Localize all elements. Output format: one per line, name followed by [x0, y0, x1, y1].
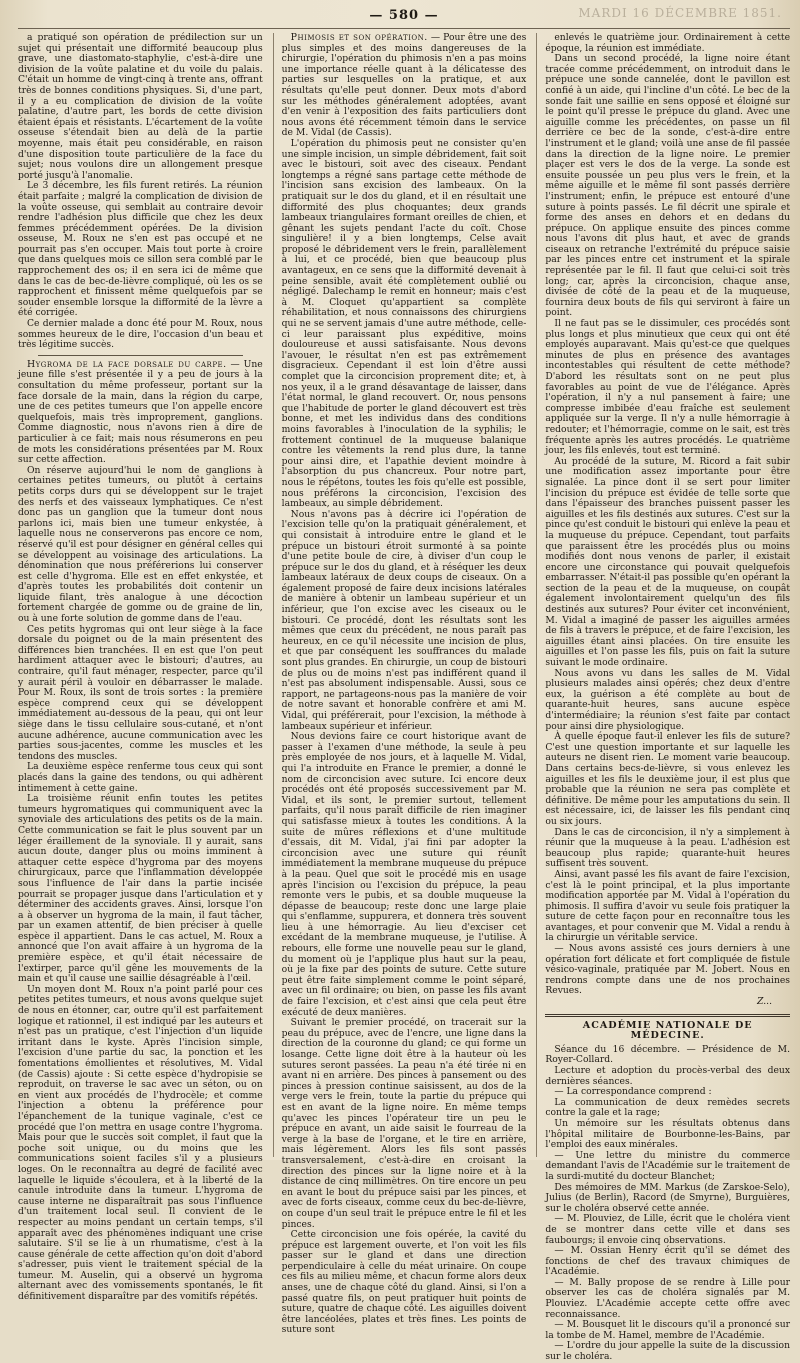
- paragraph: enlevés le quatrième jour. Ordinairement à cette époque, la réunion est immédiate.: [545, 32, 791, 54]
- paragraph: — M. Bally propose de se rendre à Lille pour observer les cas de choléra signalés par M. Plouviez. L'Académie accepte cette offre avec reconnaissance.: [545, 1276, 791, 1320]
- bleed-through-header: MARDI 16 DÉCEMBRE 1851.: [578, 6, 782, 20]
- paragraph: — M. Bousquet lit le discours qu'il a prononcé sur la tombe de M. Hamel, membre de l'Académie.: [545, 1319, 791, 1341]
- paragraph: À quelle époque faut-il enlever les fils de suture? C'est une question importante et sur laquelle les auteurs ne disent rien. Le moment varie beaucoup. Dans certains becs-de-lièvre, si vous enlevez les aiguilles et les fils le deuxième jour, il est plus que probable que la réunion ne sera pas complète et définitive. De même pour les amputations du sein. Il est nécessaire, ici, de laisser les fils pendant cinq ou six jours.: [545, 731, 791, 827]
- paragraph: Suivant le premier procédé, on tracerait sur la peau du prépuce, avec de l'encre, une ligne dans la direction de la couronne du gland; ce qui forme un losange. Cette ligne doit être à la hauteur où les sutures seront passées. La peau n'a été tirée ni en avant ni en arrière. Des pinces à pansement ou des pinces à pression continue saisissent, au dos de la verge vers le frein, toute la partie du prépuce qui est en avant de la ligne noire. En même temps qu'avec les pinces l'opérateur tire un peu le prépuce en avant, un aide saisit le fourreau de la verge à la base de l'organe, et le tire en arrière, mais légèrement. Alors les fils sont passés transversalement, c'est-à-dire en croisant la direction des pinces sur la ligne noire et à la distance de cinq millimètres. On tire encore un peu en avant le bout du prépuce saisi par les pinces, et avec de forts ciseaux, comme ceux du bec-de-lièvre, on coupe d'un seul trait le prépuce entre le fil et les pinces.: [281, 1017, 527, 1230]
- section-double-divider: [545, 1014, 790, 1017]
- paragraph: La troisième réunit enfin toutes les petites tumeurs hygromatiques qui communiquent avec la synoviale des articulations des petits os de la main. Cette communication se fait le plus souvent par un léger éraillement de la synoviale. Il y aurait, sans aucun doute, danger plus ou moins imminent à attaquer cette espèce d'hygroma par des moyens chirurgicaux, parce que l'inflammation développée sous l'influence de l'air dans la partie incisée pourrait se propager jusque dans l'articulation et y déterminer des accidents graves. Ainsi, lorsque l'on a à observer un hygroma de la main, il faut tâcher, par un examen attentif, de bien préciser à quelle espèce il appartient. Dans le cas actuel, M. Roux a annoncé que l'on avait affaire à un hygroma de la première espèce, et qu'il était nécessaire de l'extirper, parce qu'il gêne les mouvements de la main et qu'il cause une saillie désagréable à l'œil.: [18, 793, 263, 985]
- paragraph: Cette circoncision une fois opérée, la cavité du prépuce est largement ouverte, et l'on voit les fils passer sur le gland et dans une direction perpendiculaire à celle du méat urinaire. On coupe ces fils au milieu même, et chacun forme alors deux anses, une de chaque côté du gland. Ainsi, si l'on a passé quatre fils, on peut pratiquer huit points de suture, quatre de chaque côté. Les aiguilles doivent être lancéolées, plates et très fines. Les points de suture sont: [281, 1229, 527, 1336]
- paragraph: a pratiqué son opération de prédilection sur un sujet qui présentait une difformité beaucoup plus grave, une diastomato-staphylie, c'est-à-dire une division de la voûte palatine et du voile du palais. C'était un homme de vingt-cinq à trente ans, offrant très de bonnes conditions physiques. Si, d'une part, il y a eu complication de division de la voûte palatine, d'autre part, les bords de cette division étaient épais et résistants. L'écartement de la voûte osseuse s'étendait bien au delà de la partie moyenne, mais était peu considérable, en raison d'une disposition toute particulière de la face du sujet; nous voulons dire un allongement presque porté jusqu'à l'anomalie.: [18, 32, 263, 181]
- paragraph: Au procédé de la suture, M. Ricord a fait subir une modification assez importante pour être signalée. La pince dont il se sert pour limiter l'incision du prépuce est évidée de telle sorte que dans l'épaisseur des branches puissent passer les aiguilles et les fils destinés aux sutures. C'est sur la pince qu'est conduit le bistouri qui enlève la peau et la muqueuse du prépuce. Cependant, tout parfaits que paraissent être les procédés plus ou moins modifiés dont nous venons de parler, il existait encore une circonstance qui pouvait quelquefois embarrasser. N'était-il pas possible qu'en opérant la section de la peau et de la muqueuse, on coupât également involontairement quelqu'un des fils destinés aux sutures? Pour éviter cet inconvénient, M. Vidal a imaginé de passer les aiguilles armées de fils à travers le prépuce, et de faire l'excision, les aiguilles étant ainsi placées. On tire ensuite les aiguilles et l'on passe les fils, puis on fait la suture suivant le mode ordinaire.: [545, 455, 791, 669]
- author-signature: Z...: [757, 996, 773, 1008]
- paragraph: Dans le cas de circoncision, il n'y a simplement à réunir que la muqueuse à la peau. L'adhésion est beaucoup plus rapide; quarante-huit heures suffisent très souvent.: [545, 826, 791, 870]
- column-1: [18, 32, 263, 1303]
- section-divider: [38, 355, 243, 356]
- article-columns: [18, 32, 791, 1363]
- paragraph: Ce dernier malade a donc été pour M. Roux, nous sommes heureux de le dire, l'occasion d'un beau et très légitime succès.: [18, 318, 263, 351]
- paragraph: Un moyen dont M. Roux n'a point parlé pour ces petites petites tumeurs, et nous avons quelque sujet de nous en étonner, car, outre qu'il est parfaitement logique et rationnel, il est indiqué par les auteurs et n'est pas un pratique, c'est l'injection d'un liquide irritant dans le kyste. Après l'incision simple, l'excision d'une partie du sac, la ponction et les fomentations émollientes et résolutives, M. Vidal (de Cassis) ajoute : Si cette espèce d'hydropisie se reproduit, on traverse le sac avec un séton, ou on en vient aux procédés de l'hydrocèle; et comme l'injection a obtenu la préférence pour l'épanchement de la tunique vaginale, c'est ce procédé que l'on mettra en usage contre l'hygroma. Mais pour que le succès soit complet, il faut que la poche soit unique, ou du moins que les communications soient faciles s'il y a plusieurs loges. On le reconnaîtra au degré de facilité avec laquelle le liquide s'écoulera, et à la liberté de la canule introduite dans la tumeur. L'hygroma de cause interne ne disparaîtrait pas sous l'influence d'un traitement local seul. Il convient de le respecter au moins pendant un certain temps, s'il apparaît avec des phénomènes indiquant une crise salutaire. S'il se lie à un rhumatisme, c'est à la cause générale de cette affection qu'on doit d'abord s'adresser, puis vient le traitement spécial de la tumeur. M. Auselin, qui a observé un hygroma alternant avec des vomissements spontanés, le fit définitivement disparaître par des vomitifs répétés.: [18, 983, 263, 1303]
- paragraph: — M. Ossian Henry écrit qu'il se démet des fonctions de chef des travaux chimiques de l'Académie.: [545, 1245, 791, 1278]
- section-title: Phimosis et son opération.: [290, 32, 428, 43]
- paragraph: On réserve aujourd'hui le nom de ganglions à certaines petites tumeurs, ou plutôt à certains petits corps durs qui se développent sur le trajet des nerfs et des vaisseaux lymphatiques. Ce n'est donc pas un ganglion que la tumeur dont nous parlons ici, mais bien une tumeur enkystée, à laquelle nous ne conserverons pas encore ce nom, réservé qu'il est pour désigner en général celles qui se développent au voisinage des articulations. La dénomination que nous préférerions lui conserver est celle d'hygroma. Elle est en effet enkystée, et d'après toutes les probabilités doit contenir un liquide filant, très analogue à une décoction fortement chargée de gomme ou de graine de lin, ou à une forte solution de gomme dans de l'eau.: [18, 464, 263, 625]
- seance-line: Séance du 16 décembre. — Présidence de M. Royer-Collard.: [545, 1043, 791, 1066]
- paragraph: L'opération du phimosis peut ne consister qu'en une simple incision, un simple débridement, fait soit avec le bistouri, soit avec des ciseaux. Pendant longtemps a régné sans partage cette méthode de l'incision sans excision des lambeaux. On la pratiquait sur le dos du gland, et il en résultait une difformité des plus choquantes; deux grands lambeaux triangulaires formant oreilles de chien, et gênant les sujets pendant l'acte du coït. Chose singulière! il y a bien longtemps, Celse avait proposé le débridement vers le frein, parallèlement à lui, et ce procédé, bien que beaucoup plus avantageux, en ce sens que la difformité devenait à peine sensible, avait été complètement oublié ou négligé. Dalechamp le remit en honneur; mais c'est à M. Cloquet qu'appartient sa complète réhabilitation, et nous connaissons des chirurgiens qui ne se servent jamais d'une autre méthode, celle-ci leur paraissant plus expéditive, moins douloureuse et aussi satisfaisante. Nous devons l'avouer, le résultat n'en est pas extrêmement disgracieux. Cependant il est loin d'être aussi complet que la circoncision proprement dite; et, à nos yeux, il a le grand désavantage de laisser, dans l'état normal, le gland recouvert. Or, nous pensons que l'habitude de porter le gland découvert est très bonne, et met les individus dans des conditions moins favorables à l'inoculation de la syphilis; le frottement continuel de la muqueuse balanique contre les vêtements la rend plus dure, la tanne pour ainsi dire, et l'apathie devient moindre à l'absorption du pus chancreux. Pour notre part, nous le répétons, toutes les fois qu'elle est possible, nous préférons la circoncision, l'excision des lambeaux, au simple débridement.: [281, 137, 527, 510]
- paragraph: Dans un second procédé, la ligne noire étant tracée comme précédemment, on introduit dans le prépuce une sonde cannelée, dont le pavillon est confié à un aide, qui l'incline d'un côté. Le bec de la sonde fait une saillie en sens opposé et éloigné sur le point qu'il presse le prépuce du gland. Avec une aiguille comme les précédentes, on passe un fil derrière ce bec de la sonde, c'est-à-dire entre l'instrument et le gland; voilà une anse de fil passée dans la direction de la ligne noire. Le premier plaçer est vers le dos de la verge. La sonde est ensuite poussée un peu plus vers le frein, et la même aiguille et le même fil sont passés derrière l'instrument; enfin, le prépuce est entouré d'une suture à points passés. Le fil décrit une spirale et forme des anses en dehors et en dedans du prépuce. On applique ensuite des pinces comme nous l'avons dit plus haut, et avec de grands ciseaux on retranche l'extrémité du prépuce saisie par les pinces entre cet instrument et la spirale représentée par le fil. Il faut que celui-ci soit très long; car, après la circoncision, chaque anse, divisée de côté de la peau et de la muqueuse, fournira deux bouts de fils qui serviront à faire un point.: [545, 53, 791, 319]
- academy-heading: ACADÉMIE NATIONALE DE MÉDECINE.: [582, 1019, 753, 1042]
- section-phimosis: Phimosis et son opération. — Pour être une des plus simples et des moins dangereuses de la chirurgie, l'opération du phimosis n'en a pas moins une importance réelle quant à la délicatesse des parties sur lesquelles on la pratique, et aux résultats qu'elle peut donner. Deux mots d'abord sur les méthodes généralement adoptées, avant d'en venir à l'exposition des faits particuliers dont nous avons été récemment témoin dans le service de M. Vidal (de Cassis).: [281, 32, 527, 139]
- paragraph: Lecture et adoption du procès-verbal des deux dernières séances.: [545, 1065, 791, 1087]
- paragraph: Nous n'avons pas à décrire ici l'opération de l'excision telle qu'on la pratiquait généralement, et qui consistait à introduire entre le gland et le prépuce un bistouri étroit surmonté à sa pointe d'une petite boule de cire, à diviser d'un coup le prépuce sur le dos du gland, et à réséquer les deux lambeaux latéraux de deux coups de ciseaux. On a également proposé de faire deux incisions latérales de manière à obtenir un lambeau supérieur et un inférieur, que l'on excise avec les ciseaux ou le bistouri. Ce procédé, dont les résultats sont les mêmes que ceux du précédent, ne nous paraît pas heureux, en ce qu'il nécessite une incision de plus, et que par conséquent les souffrances du malade sont plus grandes. En chirurgie, un coup de bistouri de plus ou de moins n'est pas indifférent quand il n'est pas absolument indispensable. Aussi, sous ce rapport, ne partageons-nous pas la manière de voir de notre savant et honorable confrère et ami M. Vidal, qui préférerait, pour l'excision, la méthode à lambeaux supérieur et inférieur.: [281, 508, 527, 732]
- paragraph: — M. Plouviez, de Lille, écrit que le choléra vient de se montrer dans cette ville et dans ses faubourgs; il envoie cinq observations.: [545, 1213, 791, 1246]
- paragraph: — Une lettre du ministre du commerce demandant l'avis de l'Académie sur le traitement de la surdi-mutité du docteur Blanchet;: [545, 1149, 791, 1182]
- paragraph: Il ne faut pas se le dissimuler, ces procédés sont plus longs et plus minutieux que ceux qui ont été employés auparavant. Mais qu'est-ce que quelques minutes de plus en présence des avantages incontestables qui résultent de cette méthode? D'abord les résultats sont on ne peut plus favorables au point de vue de l'élégance. Après l'opération, il n'y a nul pansement à faire; une compresse imbibée d'eau fraîche est seulement appliquée sur la verge. Il n'y a nulle hémorragie à redouter; et l'hémorragie, comme on le sait, est très fréquente après les autres procédés. Le quatrième jour, les fils enlevés, tout est terminé.: [545, 318, 791, 457]
- paragraph: Nous devions faire ce court historique avant de passer à l'examen d'une méthode, la seule à peu près employée de nos jours, et à laquelle M. Vidal, qui l'a introduite en France le premier, a donné le nom de circoncision avec suture. Ici encore deux procédés ont été proposés successivement par M. Vidal, et ils sont, le premier surtout, tellement parfaits, qu'il nous paraît difficile de rien imaginer qui satisfasse mieux à toutes les conditions. À la suite de mûres réflexions et d'une multitude d'essais, dit M. Vidal, j'ai fini par adopter la circoncision avec une suture qui réunît immédiatement la membrane muqueuse du prépuce à la peau. Quel que soit le procédé mis en usage après l'incision ou l'excision du prépuce, la peau remonte vers le pubis, et sa double muqueuse la dépasse de beaucoup; reste donc une large plaie qui s'enflamme, suppurera, et donnera très souvent lieu à une hémorragie. Au lieu d'exciser cet excédant de la membrane muqueuse, je l'utilise. À rebours, elle forme une nouvelle peau sur le gland, du moment où je l'applique plus haut sur la peau, où je la fixe par des points de suture. Cette suture peut être faite simplement comme le point séparé, avec un fil ordinaire; ou bien, on passe les fils avant de faire l'excision, et c'est ainsi que cela peut être exécuté de deux manières.: [281, 731, 527, 1018]
- paragraph: Un mémoire sur les résultats obtenus dans l'hôpital militaire de Bourbonne-les-Bains, par l'emploi des eaux minérales.: [545, 1117, 791, 1151]
- paragraph: Le 3 décembre, les fils furent retirés. La réunion était parfaite ; malgré la complication de division de la voûte osseuse, qui semblait au contraire devoir rendre l'adhésion plus difficile que chez les deux femmes précédemment opérées. De la division osseuse, M. Roux ne s'en est pas occupé et ne pourrait pas s'en occuper. Mais tout porte à croire que dans quelques mois ce sillon sera comblé par le rapprochement des os; il en sera ici de même que dans le cas de bec-de-lièvre compliqué, où les os se rapprochent et finissent même quelquefois par se souder ensemble lorsque la difformité de la lèvre a été corrigée.: [18, 180, 263, 319]
- paragraph: Nous avons vu dans les salles de M. Vidal plusieurs malades ainsi opérés; chez deux d'entre eux, la guérison a été complète au bout de quarante-huit heures, sans aucune espèce d'intermédiaire; la réunion s'est faite par contact pour ainsi dire physiologique.: [545, 667, 791, 732]
- section-hygroma: Hygroma de la face dorsale du carpe. — Une jeune fille s'est présentée il y a peu de jours à la consultation du même professeur, portant sur la face dorsale de la main, dans la région du carpe, une de ces petites tumeurs que l'on appelle encore quelquefois, mais très improprement, ganglions. Comme diagnostic, nous n'avons rien à dire de particulier à ce fait; mais nous résumerons en peu de mots les considérations présentées par M. Roux sur cette affection.: [18, 358, 263, 466]
- column-2: [273, 32, 527, 1336]
- section-body: Une jeune fille s'est présentée il y a peu de jours à la consultation du même professeur, portant sur la face dorsale de la main, dans la région du carpe, une de ces petites tumeurs que l'on appelle encore quelquefois, mais très improprement, ganglions. Comme diagnostic, nous n'avons rien à dire de particulier à ce fait; mais nous résumerons en peu de mots les considérations présentées par M. Roux sur cette affection.: [18, 358, 263, 466]
- page-number: — 580 —: [369, 8, 439, 23]
- paragraph: Ainsi, avant passé les fils avant de faire l'excision, c'est là le point principal, et la plus importante modification apportée par M. Vidal à l'opération du phimosis. Il suffira d'avoir vu seule fois pratiquer la suture de cette façon pour en reconnaître tous les avantages, et pour convenir que M. Vidal a rendu à la chirurgie un véritable service.: [545, 868, 791, 944]
- paragraph: Ces petits hygromas qui ont leur siège à la face dorsale du poignet ou de la main présentent des différences bien tranchées. Il en est que l'on peut hardiment attaquer avec le bistouri; d'autres, au contraire, qu'il faut ménager, respecter, parce qu'il y aurait péril à vouloir en débarrasser le malade. Pour M. Roux, ils sont de trois sortes : la première espèce comprend ceux qui se développent immédiatement au-dessous de la peau, qui ont leur siège dans le tissu cellulaire sous-cutané, et n'ont aucune adhérence, aucune communication avec les parties sous-jacentes, comme les muscles et les tendons des muscles.: [18, 623, 263, 762]
- section-title: Hygroma de la face dorsale du carpe.: [27, 358, 227, 370]
- paragraph: La deuxième espèce renferme tous ceux qui sont placés dans la gaine des tendons, ou qui adhèrent intimement à cette gaine.: [18, 761, 263, 794]
- section-body: Pour être une des plus simples et des moins dangereuses de la chirurgie, l'opération du phimosis n'en a pas moins une importance réelle quant à la délicatesse des parties sur lesquelles on la pratique, et aux résultats qu'elle peut donner. Deux mots d'abord sur les méthodes généralement adoptées, avant d'en venir à l'exposition des faits particuliers dont nous avons été récemment témoin dans le service de M. Vidal (de Cassis).: [281, 32, 527, 139]
- paragraph: — La correspondance comprend :: [554, 1086, 712, 1098]
- page-header: [18, 6, 790, 29]
- paragraph: — Nous avons assisté ces jours derniers à une opération fort délicate et fort compliquée de fistule vésico-vaginale, pratiquée par M. Jobert. Nous en rendrons compte dans une de nos prochaines Revues.: [545, 943, 791, 997]
- paragraph: Des mémoires de MM. Markus (de Zarskoe-Selo), Julius (de Berlin), Racord (de Smyrne), Burguières, sur le choléra observé cette année.: [545, 1181, 791, 1214]
- paragraph: — L'ordre du jour appelle la suite de la discussion sur le choléra.: [545, 1340, 791, 1363]
- paragraph: La communication de deux remèdes secrets contre la gale et la rage;: [545, 1096, 791, 1119]
- column-3: [536, 32, 791, 1363]
